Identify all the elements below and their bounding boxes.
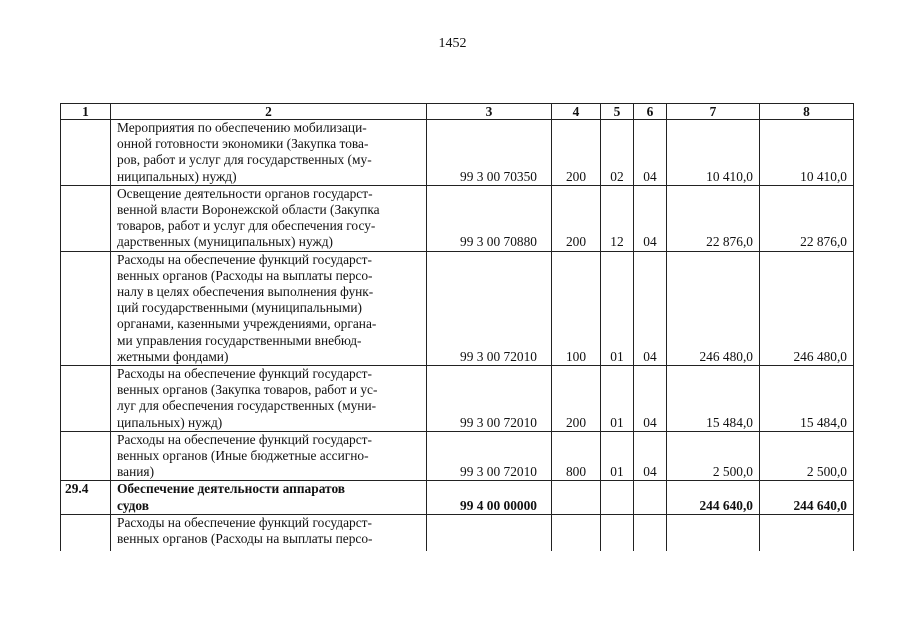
row-section: 01 (601, 251, 634, 365)
row-amount-8: 22 876,0 (760, 185, 854, 251)
row-amount-7: 10 410,0 (667, 120, 760, 186)
row-amount-8: 2 500,0 (760, 431, 854, 481)
row-number (61, 366, 111, 432)
header-cell-2: 2 (111, 104, 427, 120)
budget-table (60, 103, 854, 551)
row-subsection: 04 (634, 185, 667, 251)
row-number (61, 431, 111, 481)
row-expense-type (552, 514, 601, 551)
row-amount-7: 15 484,0 (667, 366, 760, 432)
row-subsection: 04 (634, 251, 667, 365)
row-description: Расходы на обеспечение функций государст- венных органов (Расходы на выплаты персо- (111, 514, 427, 551)
header-cell-8: 8 (760, 104, 854, 120)
row-section: 02 (601, 120, 634, 186)
row-section: 01 (601, 431, 634, 481)
row-amount-8: 244 640,0 (760, 481, 854, 514)
table-row (61, 431, 854, 481)
row-amount-8 (760, 514, 854, 551)
row-expense-type: 800 (552, 431, 601, 481)
row-description: Мероприятия по обеспечению мобилизаци- онной готовности экономики (Закупка това- ров, работ и услуг для государственных (му- ниципальных) нужд) (111, 120, 427, 186)
row-target-code: 99 3 00 72010 (427, 431, 552, 481)
row-description: Расходы на обеспечение функций государст- венных органов (Закупка товаров, работ и ус- луг для обеспечения государственных (муни- ципальных) нужд) (111, 366, 427, 432)
row-expense-type: 200 (552, 185, 601, 251)
row-subsection (634, 481, 667, 514)
row-subsection (634, 514, 667, 551)
row-amount-7 (667, 514, 760, 551)
table-header-row (61, 104, 854, 120)
row-section (601, 514, 634, 551)
row-number (61, 251, 111, 365)
header-cell-6: 6 (634, 104, 667, 120)
table-row (61, 185, 854, 251)
header-cell-4: 4 (552, 104, 601, 120)
row-section: 12 (601, 185, 634, 251)
row-amount-8: 246 480,0 (760, 251, 854, 365)
row-target-code: 99 3 00 72010 (427, 366, 552, 432)
row-number (61, 185, 111, 251)
row-amount-7: 244 640,0 (667, 481, 760, 514)
row-subsection: 04 (634, 120, 667, 186)
row-description: Обеспечение деятельности аппаратов судов (111, 481, 427, 514)
row-subsection: 04 (634, 431, 667, 481)
table-row (61, 514, 854, 551)
page-number: 1452 (438, 36, 467, 51)
header-cell-3: 3 (427, 104, 552, 120)
row-expense-type: 100 (552, 251, 601, 365)
header-cell-5: 5 (601, 104, 634, 120)
row-target-code: 99 3 00 72010 (427, 251, 552, 365)
row-amount-8: 10 410,0 (760, 120, 854, 186)
table-row (61, 120, 854, 186)
row-amount-7: 2 500,0 (667, 431, 760, 481)
row-expense-type: 200 (552, 120, 601, 186)
row-amount-8: 15 484,0 (760, 366, 854, 432)
row-target-code: 99 4 00 00000 (427, 481, 552, 514)
row-number (61, 514, 111, 551)
row-number (61, 120, 111, 186)
row-expense-type: 200 (552, 366, 601, 432)
row-amount-7: 246 480,0 (667, 251, 760, 365)
row-description: Освещение деятельности органов государст- венной власти Воронежской области (Закупка товаров, работ и услуг для обеспечения госу- дарственных (муниципальных) нужд) (111, 185, 427, 251)
row-description: Расходы на обеспечение функций государст- венных органов (Иные бюджетные ассигно- вания) (111, 431, 427, 481)
row-number: 29.4 (61, 481, 111, 514)
row-target-code (427, 514, 552, 551)
header-cell-7: 7 (667, 104, 760, 120)
row-expense-type (552, 481, 601, 514)
row-amount-7: 22 876,0 (667, 185, 760, 251)
row-section (601, 481, 634, 514)
table-row (61, 366, 854, 432)
row-target-code: 99 3 00 70880 (427, 185, 552, 251)
row-target-code: 99 3 00 70350 (427, 120, 552, 186)
table-row (61, 251, 854, 365)
table-row-section (61, 481, 854, 514)
row-subsection: 04 (634, 366, 667, 432)
header-cell-1: 1 (61, 104, 111, 120)
row-description: Расходы на обеспечение функций государст- венных органов (Расходы на выплаты персо- налу в целях обеспечения выполнения функ- ций государственными (муниципальными) органами, казенными учреждениями, органа- ми управления государственными внебюд- жетными фондами) (111, 251, 427, 365)
row-section: 01 (601, 366, 634, 432)
